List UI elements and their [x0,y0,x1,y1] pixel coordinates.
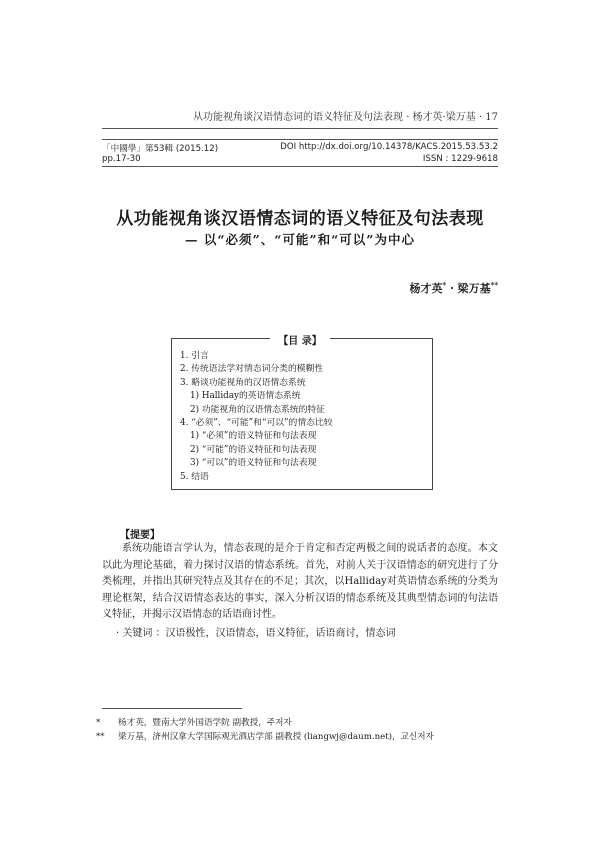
keywords: · 关键词 ：汉语极性，汉语情态，语义特征，话语商讨，情态词 [116,628,396,639]
footnote-text: 梁万基，济州汉拿大学国际观光酒店学部 副教授 (liangwj@daum.net)，교신저자 [118,732,434,742]
footnote-mark: * [96,718,101,728]
publication-meta [102,139,498,167]
author-separator: · [449,282,454,295]
author-line [409,280,498,296]
toc-item: 2) “可能”的语义特征和句法表现 [190,444,317,455]
footnote [96,716,434,730]
author-2: 梁万基 [457,282,491,295]
doi-link[interactable]: DOI http://dx.doi.org/10.14378/KACS.2015.53.53.2 [280,142,498,152]
author-1: 杨才英 [409,282,443,295]
footnote-mark: ** [96,732,105,742]
abstract [102,541,498,624]
footnote [96,730,434,744]
toc-title: 【目 录】 [0,332,600,347]
toc-item: 2) 功能视角的汉语情态系统的特征 [190,404,325,415]
toc-item: 5. 结语 [180,471,209,482]
toc-item: 3) “可以”的语义特征和句法表现 [190,458,317,469]
toc-list [180,350,333,484]
paper-subtitle: — 以“必须”、“可能”和“可以”为中心 [185,232,415,247]
header-rule [102,128,498,129]
issn: ISSN : 1229-9618 [422,154,498,164]
abstract-label: 【提要】 [120,530,160,541]
footnote-text: 杨才英，暨南大学外国语学院 副教授，주저자 [118,718,292,728]
page-range: pp.17-30 [102,154,141,164]
toc-item: 1. 引言 [180,351,209,361]
toc-item: 1) “必须”的语义特征和句法表现 [190,431,317,442]
running-head: 从功能视角谈汉语情态词的语义特征及句法表现 · 杨才英·梁万基 · 17 [193,112,498,123]
toc-item: 2. 传统语法学对情态词分类的模糊性 [180,364,324,375]
paper-title: 从功能视角谈汉语情态词的语义特征及句法表现 [116,209,484,229]
journal-info: 「中國學」第53輯 (2015.12) [102,144,219,154]
footnotes [96,716,434,744]
author-2-mark: ** [490,280,498,290]
toc-item: 4. “必须”、“可能”和“可以”的情态比较 [180,418,333,429]
author-1-mark: * [442,280,447,290]
toc-item: 3. 略谈功能视角的汉语情态系统 [180,377,306,388]
footnote-rule [102,708,242,709]
toc-item: 1) Halliday的英语情态系统 [190,391,301,402]
abstract-text: 系统功能语言学认为，情态表现的是介于肯定和否定两极之间的说话者的态度。本文以此为理论基础，着力探讨汉语的情态系统。首先，对前人关于汉语情态的研究进行了分类梳理，并指出其研究特点及其存在的不足；其次，以Halliday对英语情态系统的分类为理论框架，结合汉语情态表达的事实，深入分析汉语的情态系统及其典型情态词的句法语义特征，并揭示汉语情态的话语商讨性。 [102,543,498,621]
